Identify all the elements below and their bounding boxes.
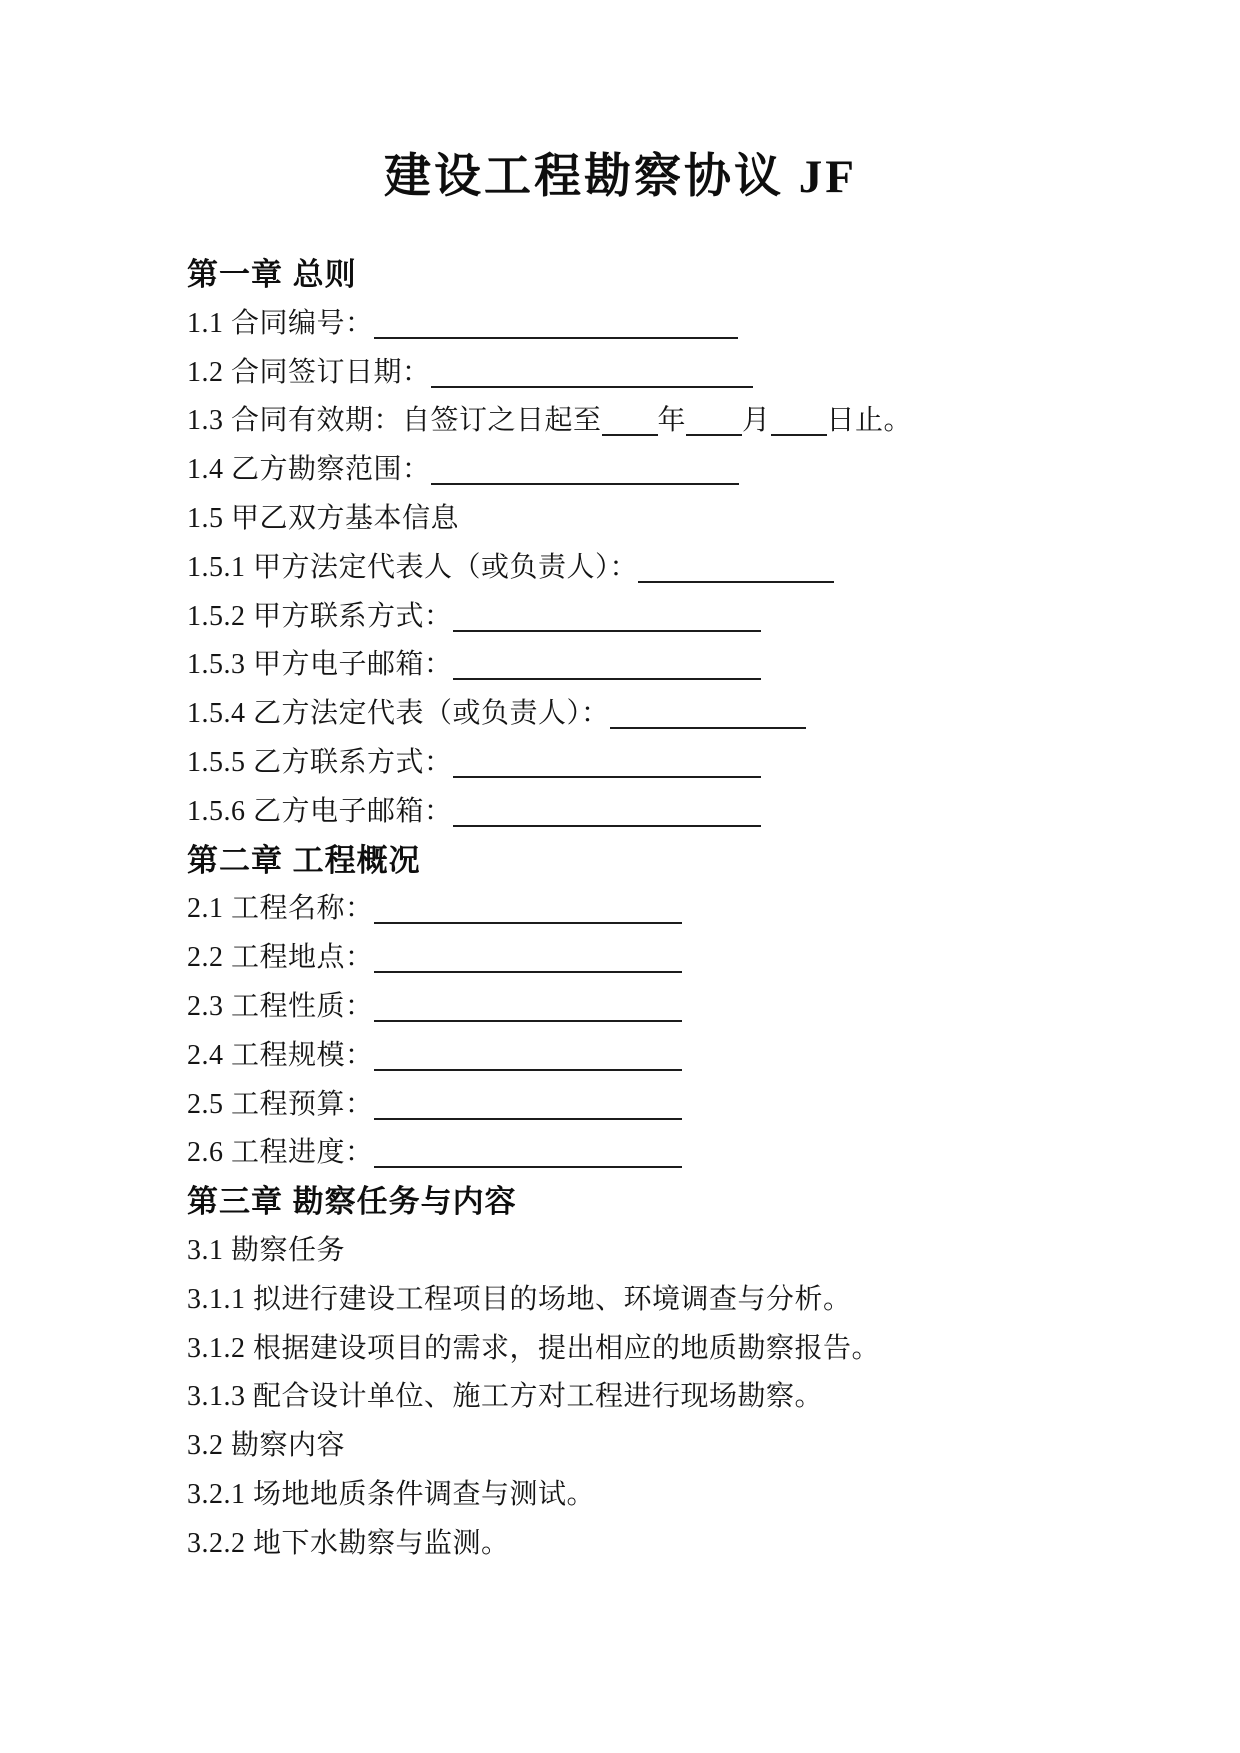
fill-in-blank: [374, 335, 738, 339]
fill-in-blank: [453, 628, 761, 632]
fill-in-blank: [602, 432, 658, 436]
clause-text: 1.1 合同编号：: [187, 307, 374, 339]
fill-in-blank: [453, 774, 761, 778]
clause-text: 3.2 勘察内容: [187, 1430, 346, 1462]
clause-text: 1.5.5 乙方联系方式：: [187, 746, 453, 778]
clause-text: 第二章 工程概况: [187, 842, 421, 878]
clause-text: 1.2 合同签订日期：: [187, 356, 431, 388]
fill-in-blank: [374, 969, 682, 973]
clause-text: 日止。: [826, 405, 913, 437]
clause-line: [187, 1032, 1054, 1081]
clause-line: [187, 1276, 1054, 1325]
clause-line: [187, 1081, 1054, 1130]
clause-line: [187, 739, 1054, 788]
clause-text: 月: [742, 405, 771, 437]
fill-in-blank: [610, 725, 806, 729]
clause-line: [187, 934, 1054, 983]
clause-text: 3.1.2 根据建设项目的需求，提出相应的地质勘察报告。: [187, 1332, 881, 1364]
clause-text: 1.3 合同有效期：自签订之日起至: [187, 405, 602, 437]
fill-in-blank: [453, 823, 761, 827]
clause-text: 2.1 工程名称：: [187, 893, 374, 925]
clause-line: [187, 1227, 1054, 1276]
clause-text: 1.5 甲乙双方基本信息: [187, 502, 460, 534]
document-title: 建设工程勘察协议 JF: [384, 151, 857, 203]
clause-line: [187, 1325, 1054, 1374]
document-body: [187, 251, 1054, 1569]
clause-text: 1.5.2 甲方联系方式：: [187, 600, 453, 632]
clause-text: 3.2.2 地下水勘察与监测。: [187, 1527, 510, 1559]
clause-text: 2.2 工程地点：: [187, 942, 374, 974]
fill-in-blank: [771, 432, 827, 436]
clause-text: 1.5.4 乙方法定代表（或负责人）：: [187, 698, 610, 730]
fill-in-blank: [374, 1164, 682, 1168]
clause-line: [187, 397, 1054, 446]
clause-text: 2.5 工程预算：: [187, 1088, 374, 1120]
chapter-heading: [187, 1178, 1054, 1227]
fill-in-blank: [374, 1116, 682, 1120]
clause-text: 3.1.1 拟进行建设工程项目的场地、环境调查与分析。: [187, 1283, 852, 1315]
clause-line: [187, 690, 1054, 739]
clause-text: 第三章 勘察任务与内容: [187, 1184, 517, 1220]
fill-in-blank: [374, 920, 682, 924]
clause-line: [187, 446, 1054, 495]
clause-text: 第一章 总则: [187, 257, 357, 292]
clause-line: [187, 983, 1054, 1032]
clause-text: 2.3 工程性质：: [187, 990, 374, 1022]
fill-in-blank: [374, 1067, 682, 1071]
clause-line: [187, 1471, 1054, 1520]
clause-text: 2.6 工程进度：: [187, 1137, 374, 1169]
fill-in-blank: [431, 384, 753, 388]
clause-line: [187, 544, 1054, 593]
clause-text: 1.4 乙方勘察范围：: [187, 454, 431, 486]
clause-text: 年: [657, 405, 687, 437]
clause-text: 1.5.3 甲方电子邮箱：: [187, 649, 453, 681]
fill-in-blank: [686, 432, 742, 436]
clause-line: [187, 593, 1054, 642]
fill-in-blank: [431, 481, 739, 485]
clause-line: [187, 349, 1054, 398]
clause-line: [187, 1422, 1054, 1471]
clause-text: 1.5.1 甲方法定代表人（或负责人）：: [187, 551, 639, 583]
clause-text: 3.1 勘察任务: [187, 1234, 346, 1266]
clause-text: 3.1.3 配合设计单位、施工方对工程进行现场勘察。: [187, 1381, 824, 1413]
clause-line: [187, 885, 1054, 934]
fill-in-blank: [638, 579, 834, 583]
clause-text: 1.5.6 乙方电子邮箱：: [187, 795, 453, 827]
chapter-heading: [187, 837, 1054, 886]
clause-line: [187, 300, 1054, 349]
fill-in-blank: [453, 676, 761, 680]
clause-line: [187, 641, 1054, 690]
chapter-heading: [187, 251, 1054, 300]
clause-line: [187, 1520, 1054, 1569]
fill-in-blank: [374, 1018, 682, 1022]
clause-line: [187, 788, 1054, 837]
clause-text: 2.4 工程规模：: [187, 1039, 374, 1071]
clause-line: [187, 495, 1054, 544]
clause-line: [187, 1129, 1054, 1178]
clause-text: 3.2.1 场地地质条件调查与测试。: [187, 1478, 596, 1510]
clause-line: [187, 1373, 1054, 1422]
